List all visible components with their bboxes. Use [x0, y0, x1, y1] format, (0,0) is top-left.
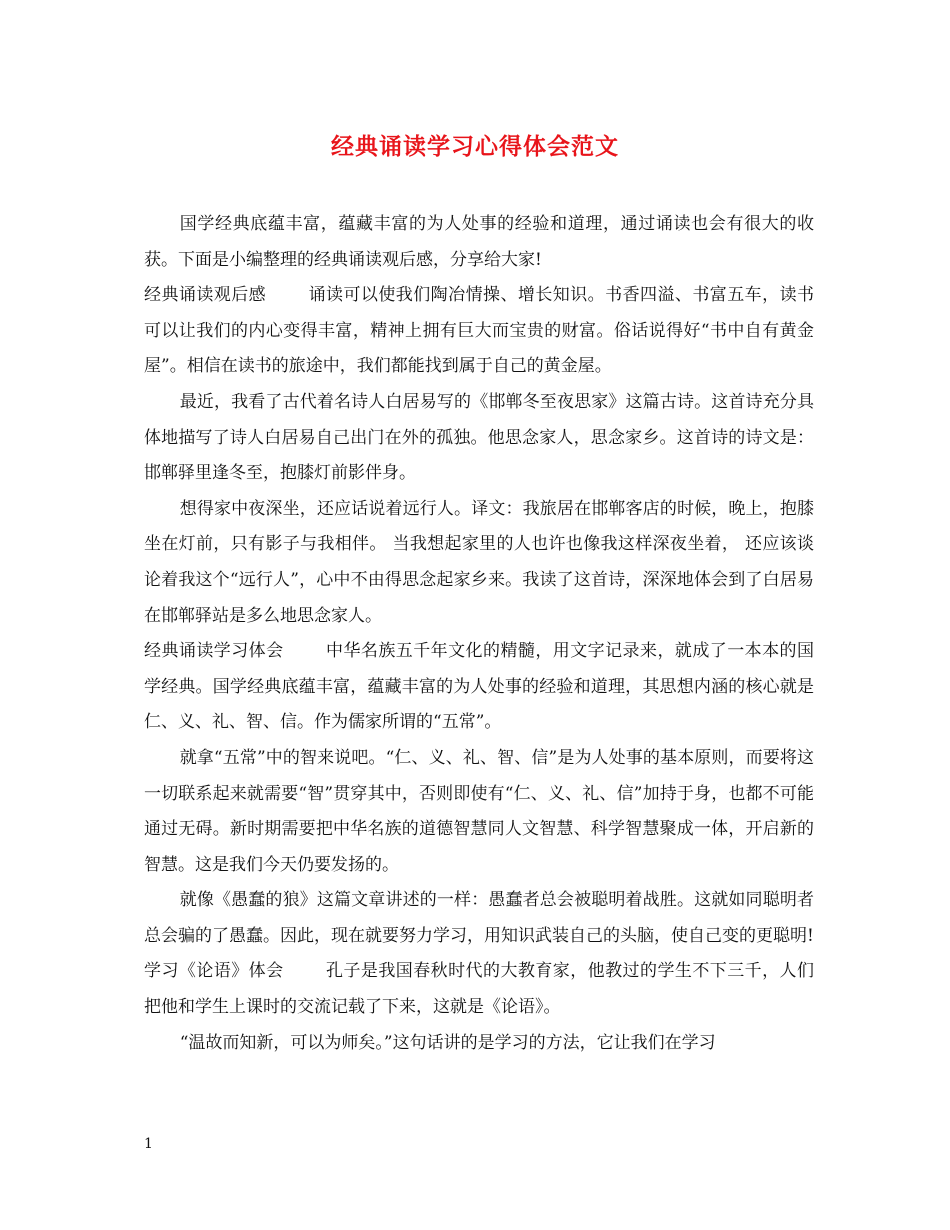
- paragraph-text: 就拿“五常”中的智来说吧。“仁、义、礼、智、信”是为人处事的基本原则，而要将这一切联系起来就需要“智”贯穿其中，否则即使有“仁、义、礼、信”加持于身，也都不可能通过无碍。新时期需要把中华名族的道德智慧同人文智慧、科学智慧聚成一体，开启新的智慧。这是我们今天仍要发扬的。: [144, 747, 814, 875]
- section-heading: 经典诵读观后感: [144, 285, 267, 306]
- document-title: 经典诵读学习心得体会范文: [331, 134, 619, 160]
- paragraph-text: 国学经典底蕴丰富，蕴藏丰富的为人处事的经验和道理，通过诵读也会有很大的收获。下面是小编整理的经典诵读观后感，分享给大家!: [144, 214, 814, 270]
- paragraph-text: 中华名族五千年文化的精髓，用文字记录来，就成了一本本的国学经典。国学经典底蕴丰富，蕴藏丰富的为人处事的经验和道理，其思想内涵的核心就是仁、义、礼、智、信。作为儒家所谓的“五常”。: [144, 641, 815, 733]
- paragraph: [144, 492, 814, 634]
- page-number: 1: [144, 1136, 153, 1152]
- section-heading: 学习《论语》体会: [144, 961, 284, 982]
- paragraph: [144, 883, 814, 954]
- paragraph-text: 诵读可以使我们陶冶情操、增长知识。书香四溢、书富五车，读书可以让我们的内心变得丰富，精神上拥有巨大而宝贵的财富。俗话说得好“书中自有黄金屋”。相信在读书的旅途中，我们都能找到属于自己的黄金屋。: [144, 285, 815, 377]
- paragraph: [144, 634, 814, 741]
- section-heading: 经典诵读学习体会: [144, 641, 284, 662]
- paragraph: [144, 278, 814, 385]
- paragraph-text: “温故而知新，可以为师矣。”这句话讲的是学习的方法，它让我们在学习: [179, 1032, 716, 1053]
- document-body: [144, 207, 814, 1061]
- paragraph-text: 想得家中夜深坐，还应话说着远行人。译文：我旅居在邯郸客店的时候，晚上，抱膝坐在灯前，只有影子与我相伴。 当我想起家里的人也许也像我这样深夜坐着， 还应该谈论着我这个“远行人”，心中不由得思念起家乡来。我读了这首诗，深深地体会到了白居易在邯郸驿站是多么地思念家人。: [144, 498, 814, 626]
- paragraph-text: 孔子是我国春秋时代的大教育家，他教过的学生不下三千，人们把他和学生上课时的交流记载了下来，这就是《论语》。: [144, 961, 815, 1018]
- paragraph-text: 就像《愚蠢的狼》这篇文章讲述的一样：愚蠢者总会被聪明着战胜。这就如同聪明者总会骗的了愚蠢。因此，现在就要努力学习，用知识武装自己的头脑，使自己变的更聪明!: [144, 890, 814, 946]
- paragraph: [144, 385, 814, 492]
- paragraph-text: 最近，我看了古代着名诗人白居易写的《邯郸冬至夜思家》这篇古诗。这首诗充分具体地描写了诗人白居易自己出门在外的孤独。他思念家人，思念家乡。这首诗的诗文是：邯郸驿里逢冬至，抱膝灯前影伴身。: [144, 391, 814, 484]
- paragraph: [144, 1026, 814, 1062]
- paragraph: [144, 954, 814, 1025]
- paragraph: [144, 741, 814, 883]
- paragraph: [144, 207, 814, 278]
